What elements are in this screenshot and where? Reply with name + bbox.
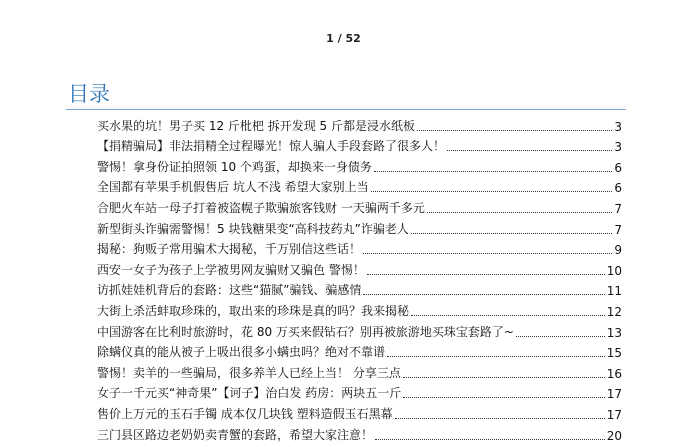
toc-entry-page-number[interactable]: 17 [606,407,622,422]
toc-entry[interactable] [97,381,622,402]
toc-entry-title[interactable]: 售价上万元的玉石手镯 成本仅几块钱 塑料造假玉石黑幕 [97,406,393,421]
toc-dot-leader [417,129,612,131]
toc-entry-title[interactable]: 三门县区路边老奶奶卖青蟹的套路，希望大家注意！ [97,427,374,442]
toc-entry-title[interactable]: 访抓娃娃机背后的套路：这些“猫腻”骗钱、骗感情 [97,283,362,298]
toc-entry-page-number[interactable]: 7 [614,222,622,237]
toc-entry[interactable] [97,113,622,134]
toc-entry[interactable] [97,340,622,361]
toc-entry[interactable] [97,360,622,381]
toc-entry-page-number[interactable]: 3 [614,140,622,155]
toc-entry-title[interactable]: 【捐精骗局】非法捐精全过程曝光！惊人骗人手段套路了很多人！ [97,139,446,154]
toc-dot-leader [363,252,612,254]
toc-entry[interactable] [97,154,622,175]
toc-dot-leader [367,273,605,275]
toc-dot-leader [363,293,604,295]
toc-dot-leader [374,170,612,172]
toc-entry-title[interactable]: 女子一千元买“神奇果”【诃子】治白发 药房：两块五一斤 [97,386,402,401]
toc-entry[interactable] [97,278,622,299]
toc-entry-title[interactable]: 全国都有苹果手机假售后 坑人不浅 希望大家别上当 [97,180,369,195]
toc-entry-page-number[interactable]: 6 [614,160,622,175]
toc-entry-title[interactable]: 除螨仪真的能从被子上吸出很多小螨虫吗？绝对不靠谱 [97,345,386,360]
toc-entry-title[interactable]: 合肥火车站一母子打着被盗幌子欺骗旅客钱财 一天骗两千多元 [97,200,425,215]
toc-entry-page-number[interactable]: 13 [606,325,622,340]
toc-entry-title[interactable]: 大街上杀活蚌取珍珠的，取出来的珍珠是真的吗？我来揭秘 [97,303,410,318]
toc-entry[interactable] [97,257,622,278]
toc-entry-page-number[interactable]: 15 [606,346,622,361]
toc-entry[interactable] [97,422,622,443]
title-underline [66,109,626,110]
toc-entry[interactable] [97,298,622,319]
toc-entry[interactable] [97,134,622,155]
toc-entry-title[interactable]: 中国游客在比利时旅游时，花 80 万买来假钻石？别再被旅游地买珠宝套路了~ [97,324,514,339]
toc-dot-leader [516,335,605,337]
toc-list [97,113,622,443]
toc-entry[interactable] [97,319,622,340]
toc-dot-leader [411,232,612,234]
toc-dot-leader [395,417,605,419]
toc-dot-leader [447,149,612,151]
toc-entry-title[interactable]: 揭秘：狗贩子常用骗术大揭秘，千万别信这些话！ [97,242,362,257]
toc-entry-title[interactable]: 买水果的坑！男子买 12 斤枇杷 拆开发现 5 斤都是浸水纸板 [97,118,415,133]
toc-entry-page-number[interactable]: 3 [614,119,622,134]
toc-dot-leader [371,190,613,192]
toc-entry-page-number[interactable]: 12 [606,304,622,319]
toc-dot-leader [375,438,605,440]
toc-entry-title[interactable]: 新型街头诈骗需警惕！5 块钱糖果变“高科技药丸”诈骗老人 [97,221,409,236]
toc-entry-title[interactable]: 警惕！卖羊的一些骗局，很多养羊人已经上当！ 分享三点 [97,365,401,380]
toc-dot-leader [403,396,604,398]
toc-entry-page-number[interactable]: 9 [614,243,622,258]
toc-entry[interactable] [97,175,622,196]
toc-entry[interactable] [97,401,622,422]
toc-entry[interactable] [97,216,622,237]
page-indicator: 1 / 52 [326,32,361,45]
toc-dot-leader [403,376,605,378]
toc-entry[interactable] [97,237,622,258]
toc-entry-page-number[interactable]: 17 [606,387,622,402]
toc-entry-page-number[interactable]: 6 [614,181,622,196]
toc-dot-leader [387,355,605,357]
toc-dot-leader [427,211,613,213]
toc-entry[interactable] [97,195,622,216]
toc-entry-title[interactable]: 警惕！拿身份证拍照领 10 个鸡蛋，却换来一身债务 [97,159,372,174]
toc-entry-page-number[interactable]: 10 [606,263,622,278]
toc-entry-page-number[interactable]: 11 [606,284,622,299]
toc-title: 目录 [68,82,110,106]
toc-dot-leader [411,314,605,316]
toc-entry-page-number[interactable]: 7 [614,201,622,216]
toc-entry-page-number[interactable]: 20 [606,428,622,443]
toc-entry-page-number[interactable]: 16 [606,366,622,381]
toc-entry-title[interactable]: 西安一女子为孩子上学被男网友骗财又骗色 警惕！ [97,262,365,277]
